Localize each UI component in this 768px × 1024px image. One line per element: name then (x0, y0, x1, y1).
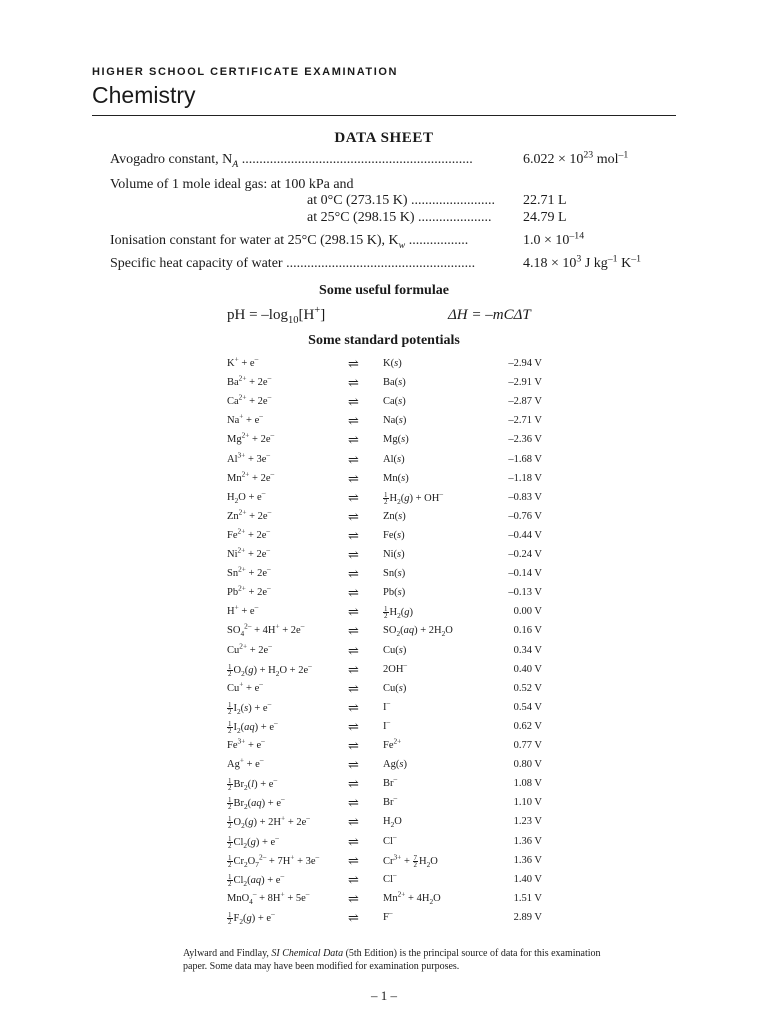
potential-row (0, 793, 768, 816)
standard-potential-value: –2.36 V (508, 434, 542, 446)
reduced-species: $\frac{1}{2}$ $H_2(g)$ (384, 605, 414, 621)
equilibrium-arrow-icon: ⇌ (348, 566, 359, 582)
reduced-species: Cl– (383, 832, 397, 847)
reduced-species: Mn(s) (383, 472, 409, 484)
oxidised-species: $\frac{1}{2}$ $O_2(g) + H_2O + 2e^-$ (228, 661, 312, 678)
oxidised-species: Cu+ + e– (227, 679, 263, 694)
reduced-species: Ba(s) (383, 377, 406, 389)
potential-row (0, 469, 768, 492)
standard-potential-value: 0.77 V (513, 740, 542, 751)
enthalpy-formula: ΔH = –mCΔT (448, 307, 531, 323)
oxidised-species: $\frac{1}{2}$ $Br_2(l) + e^-$ (228, 775, 278, 793)
reduced-species: 2OH– (383, 660, 408, 675)
reduced-species: Ag(s) (383, 759, 407, 771)
equilibrium-arrow-icon: ⇌ (348, 585, 359, 601)
standard-potential-value: 0.40 V (513, 663, 542, 675)
reduced-species: Sn(s) (383, 568, 406, 580)
equilibrium-arrow-icon: ⇌ (348, 871, 359, 887)
reduced-species: F– (383, 908, 393, 923)
kw-value: $1.0 \times 10^{-14}$ (523, 230, 585, 248)
gas-volume-0c-row (110, 193, 670, 211)
potential-row (0, 736, 768, 759)
oxidised-species: $Mn^{2+} + 2e^-$ (227, 469, 275, 484)
equilibrium-arrow-icon: ⇌ (348, 356, 359, 371)
equilibrium-arrow-icon: ⇌ (348, 718, 359, 734)
equilibrium-arrow-icon: ⇌ (348, 680, 359, 696)
standard-potential-value: 1.10 V (513, 797, 542, 809)
reduced-species: Cu(s) (383, 644, 407, 656)
standard-potential-value: 2.89 V (513, 911, 542, 923)
potential-row (0, 660, 768, 683)
standard-potential-value: –2.71 V (508, 415, 542, 427)
potential-row (0, 526, 768, 549)
potential-row (0, 755, 768, 778)
equilibrium-arrow-icon: ⇌ (348, 604, 359, 620)
potential-row (0, 450, 768, 473)
standard-potential-value: 0.16 V (513, 625, 542, 637)
reduced-species: Ca(s) (383, 396, 406, 408)
potential-row (0, 813, 768, 835)
potential-row (0, 852, 768, 874)
oxidised-species: $SO_4^{2-} + 4H^+ + 2e^-$ (227, 621, 305, 639)
equilibrium-arrow-icon: ⇌ (348, 890, 359, 906)
reduced-species: $\frac{1}{2}$ $H_2(g) + OH^-$ (384, 489, 444, 506)
oxidised-species: $Ba^{2+} + 2e^-$ (227, 373, 272, 389)
data-source-credit: Aylward and Findlay, SI Chemical Data (5th Edition) is the principal source of data for this examination paper. Some data may have been modified for examination purposes. (183, 948, 601, 972)
oxidised-species: $Pb^{2+} + 2e^-$ (227, 583, 271, 599)
standard-potential-value: –1.68 V (508, 453, 542, 465)
gas-volume-0c-label: at 0°C (273.15 K) ........................ (307, 193, 495, 208)
equilibrium-arrow-icon: ⇌ (348, 451, 359, 467)
standard-potential-value: –0.24 V (508, 549, 542, 560)
equilibrium-arrow-icon: ⇌ (348, 909, 359, 925)
specific-heat-value: $4.18 \times 10^3$ J $kg^{-1}$ $K^{-1}$ (523, 253, 641, 271)
gas-volume-0c-value: 22.71 L (523, 193, 567, 208)
reduced-species: Zn(s) (383, 510, 406, 522)
potential-row (0, 641, 768, 664)
equilibrium-arrow-icon: ⇌ (348, 413, 359, 429)
standard-potential-value: –0.44 V (508, 529, 542, 541)
subject-title: Chemistry (92, 82, 196, 108)
standard-potential-value: –0.14 V (508, 568, 542, 580)
avogadro-value: $6.022 \times 10^{23}$ mol$^{-1}$ (523, 149, 629, 167)
standard-potential-value: –2.94 V (508, 358, 542, 369)
standard-potential-value: 1.40 V (513, 873, 542, 885)
page-number: – 1 – (371, 988, 397, 1003)
standard-potential-value: 1.23 V (513, 816, 542, 828)
kw-row (110, 230, 670, 251)
reduced-species: I– (383, 717, 391, 732)
reduced-species: Na(s) (383, 415, 407, 427)
potential-row (0, 373, 768, 396)
reduced-species: $SO_2(aq) + 2H_2O$ (383, 625, 453, 639)
potential-row (0, 698, 768, 721)
oxidised-species: $Ca^{2+} + 2e^-$ (227, 392, 272, 408)
equilibrium-arrow-icon: ⇌ (348, 738, 359, 753)
potentials-title: Some standard potentials (308, 333, 460, 348)
equilibrium-arrow-icon: ⇌ (348, 508, 359, 524)
standard-potential-value: 0.00 V (513, 606, 542, 618)
reduced-species: $Cr^{3+}$ + $\frac{7}{2}$ $H_2O$ (383, 852, 438, 869)
gas-volume-25c-value: 24.79 L (523, 210, 567, 225)
potential-row (0, 411, 768, 434)
exam-title: HIGHER SCHOOL CERTIFICATE EXAMINATION (92, 66, 399, 78)
standard-potential-value: 0.80 V (513, 759, 542, 771)
potential-row (0, 545, 768, 568)
reduced-species: Pb(s) (383, 587, 406, 599)
equilibrium-arrow-icon: ⇌ (348, 757, 359, 773)
potential-row (0, 583, 768, 606)
oxidised-species: $Ni^{2+} + 2e^-$ (227, 545, 271, 560)
standard-potential-value: –2.87 V (508, 396, 542, 408)
oxidised-species: $\frac{1}{2}$ $Br_2(aq) + e^-$ (228, 794, 285, 812)
potential-row (0, 774, 768, 797)
reduced-species: $H_2O$ (383, 816, 402, 830)
oxidised-species: $\frac{1}{2}$ $F_2(g) + e^-$ (228, 909, 275, 926)
standard-potential-value: –0.83 V (508, 491, 542, 503)
potential-row (0, 392, 768, 415)
equilibrium-arrow-icon: ⇌ (348, 795, 359, 811)
reduced-species: Ni(s) (383, 549, 405, 560)
potential-row (0, 507, 768, 530)
oxidised-species: $Sn^{2+} + 2e^-$ (227, 564, 271, 580)
standard-potential-value: 0.54 V (513, 701, 542, 713)
gas-volume-25c-label: at 25°C (298.15 K) ..................... (307, 210, 492, 225)
oxidised-species: $\frac{1}{2}$ $I_2(aq) + e^-$ (228, 718, 278, 735)
oxidised-species: $\frac{1}{2}$ $Cr_2O_7^{2-} + 7H^+ + 3e^-$ (228, 852, 320, 869)
standard-potential-value: –0.13 V (508, 587, 542, 599)
equilibrium-arrow-icon: ⇌ (348, 547, 359, 562)
equilibrium-arrow-icon: ⇌ (348, 852, 359, 868)
equilibrium-arrow-icon: ⇌ (348, 776, 359, 792)
potential-row (0, 679, 768, 702)
standard-potential-value: 1.51 V (513, 892, 542, 904)
standard-potential-value: 1.36 V (513, 835, 542, 847)
potential-row (0, 870, 768, 893)
equilibrium-arrow-icon: ⇌ (348, 489, 359, 505)
potential-row (0, 488, 768, 511)
reduced-species: $Fe^{2+}$ (383, 736, 402, 751)
oxidised-species: $\frac{1}{2}$ $Cl_2(g) + e^-$ (228, 832, 279, 850)
specific-heat-row (110, 253, 670, 274)
reduced-species: K(s) (383, 358, 402, 369)
reduced-species: Cu(s) (383, 682, 407, 694)
oxidised-species: $Cu^{2+} + 2e^-$ (227, 641, 272, 656)
header-rule (92, 115, 676, 116)
kw-label: Ionisation constant for water at 25°C (298.15 K), $K_w$ ................. (110, 233, 469, 251)
standard-potential-value: –1.18 V (508, 472, 542, 484)
potential-row (0, 908, 768, 931)
standard-potential-value: –0.76 V (508, 510, 542, 522)
oxidised-species: $\frac{1}{2}$ $I_2(s) + e^-$ (228, 699, 272, 716)
oxidised-species: MnO$_4$– + 8H+ + 5e– (227, 889, 310, 906)
oxidised-species: $Mg^{2+} + 2e^-$ (227, 430, 275, 446)
equilibrium-arrow-icon: ⇌ (348, 394, 359, 410)
oxidised-species: $Fe^{3+} + e^-$ (227, 736, 265, 751)
standard-potential-value: 0.34 V (513, 644, 542, 656)
reduced-species: Al(s) (383, 453, 405, 465)
formulae-title: Some useful formulae (319, 283, 449, 298)
equilibrium-arrow-icon: ⇌ (348, 661, 359, 677)
potential-row (0, 717, 768, 740)
equilibrium-arrow-icon: ⇌ (348, 623, 359, 639)
gas-volume-label: Volume of 1 mole ideal gas: at 100 kPa and (110, 177, 354, 192)
reduced-species: Mg(s) (383, 434, 409, 446)
oxidised-species: $\frac{1}{2}$ $Cl_2(aq) + e^-$ (228, 871, 285, 888)
equilibrium-arrow-icon: ⇌ (348, 833, 359, 849)
potential-row (0, 832, 768, 855)
oxidised-species: $Fe^{2+} + 2e^-$ (227, 526, 271, 541)
specific-heat-label: Specific heat capacity of water ...................................................... (110, 256, 476, 271)
gas-volume-25c-row (110, 210, 670, 228)
potential-row (0, 889, 768, 912)
reduced-species: Fe(s) (383, 529, 405, 541)
oxidised-species: H+ + e– (227, 602, 259, 618)
standard-potential-value: 0.52 V (513, 682, 542, 694)
equilibrium-arrow-icon: ⇌ (348, 527, 359, 543)
standard-potential-value: 0.62 V (513, 720, 542, 732)
standard-potential-value: 1.36 V (513, 854, 542, 866)
reduced-species: $Mn^{2+} + 4H_2O$ (383, 889, 441, 906)
equilibrium-arrow-icon: ⇌ (348, 375, 359, 391)
equilibrium-arrow-icon: ⇌ (348, 470, 359, 486)
data-sheet-title: DATA SHEET (334, 130, 434, 146)
standard-potential-value: –2.91 V (508, 377, 542, 389)
oxidised-species: $H_2O + e^-$ (227, 488, 266, 505)
reduced-species: I– (383, 698, 391, 713)
equilibrium-arrow-icon: ⇌ (348, 814, 359, 830)
ph-formula: pH = $-\log_{10}[H^+]$ (227, 305, 326, 326)
oxidised-species: $Al^{3+} + 3e^-$ (227, 450, 271, 465)
reduced-species: Br– (383, 793, 398, 809)
equilibrium-arrow-icon: ⇌ (348, 642, 359, 658)
potential-row (0, 354, 768, 377)
potential-row (0, 564, 768, 587)
oxidised-species: $\frac{1}{2}$ $O_2(g) + 2H^+ + 2e^-$ (228, 813, 310, 831)
oxidised-species: K+ + e– (227, 354, 259, 369)
reduced-species: Br– (383, 774, 398, 790)
avogadro-constant-row (110, 149, 670, 170)
potential-row (0, 430, 768, 453)
oxidised-species: $Zn^{2+} + 2e^-$ (227, 507, 272, 522)
standard-potential-value: 1.08 V (513, 778, 542, 790)
equilibrium-arrow-icon: ⇌ (348, 699, 359, 715)
equilibrium-arrow-icon: ⇌ (348, 432, 359, 448)
avogadro-label: Avogadro constant, $N_A$ .................................................................. (110, 152, 473, 170)
potential-row (0, 602, 768, 625)
potential-row (0, 621, 768, 644)
reduced-species: Cl– (383, 870, 397, 885)
oxidised-species: Na+ + e– (227, 411, 263, 427)
oxidised-species: Ag+ + e– (227, 755, 264, 771)
